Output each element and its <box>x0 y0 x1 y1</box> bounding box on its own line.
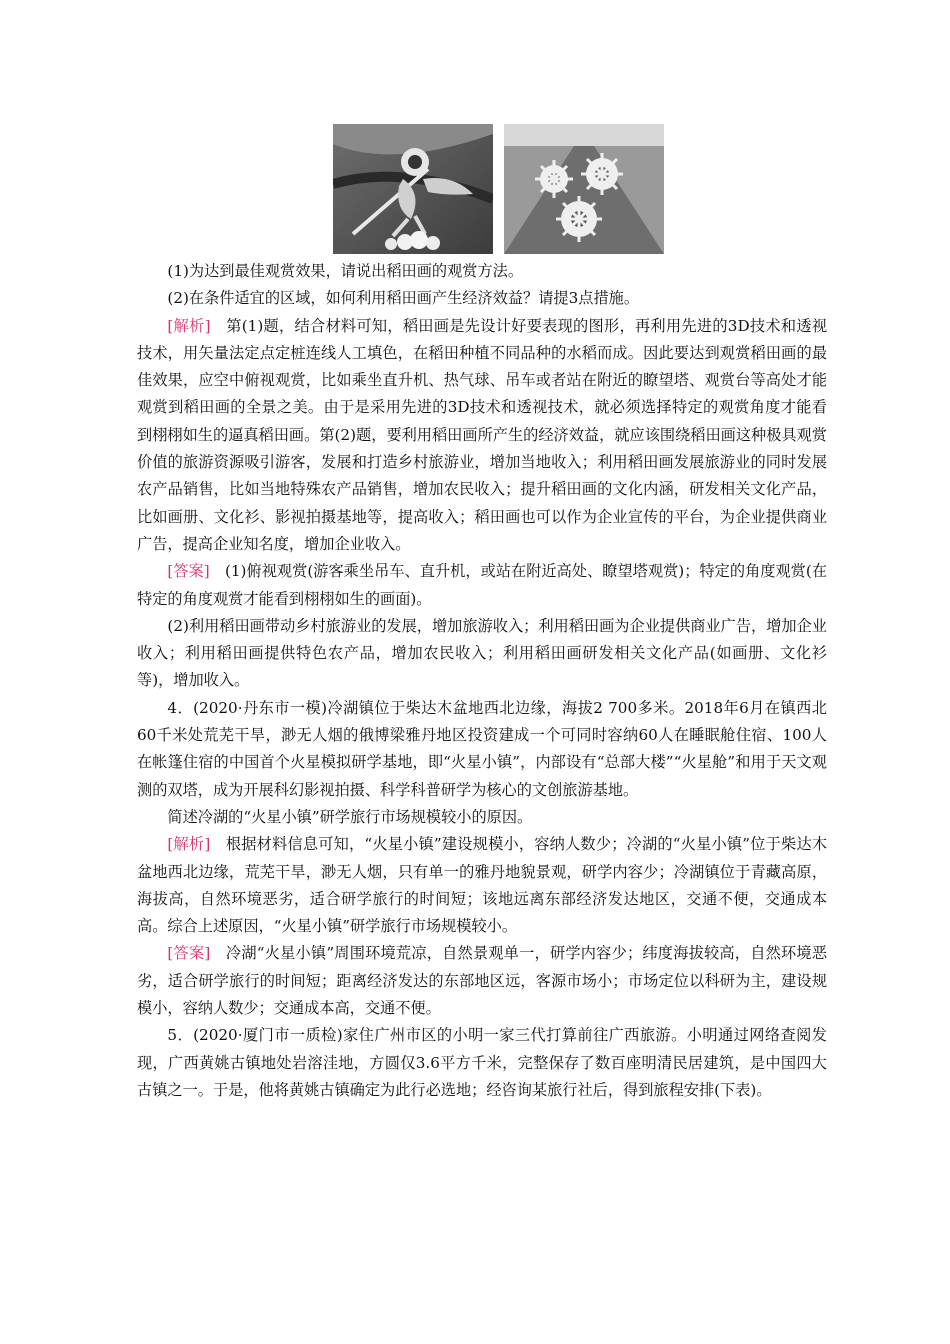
rice-paddy-art-photo-monkey-king <box>333 124 493 254</box>
q3-answer-1 <box>137 558 827 613</box>
q4-analysis-text: 根据材料信息可知，“火星小镇”建设规模小，容纳人数少；冷湖的“火星小镇”位于柴达木盆地西北边缘，荒芜干旱，渺无人烟，只有单一的雅丹地貌景观，研学内容少；冷湖镇位于青藏高原，海拔高，自然环境恶劣，适合研学旅行的时间短；该地远离东部经济发达地区，交通不便，交通成本高。综合上述原因，“火星小镇”研学旅行市场规模较小。 <box>137 835 828 936</box>
figure-group <box>333 124 663 254</box>
analysis-label: [ 解析 ] <box>167 317 210 335</box>
answer-label: [ 答案 ] <box>167 562 209 580</box>
q4-answer <box>137 940 827 1022</box>
question-part-1: (1)为达到最佳观赏效果，请说出稻田画的观赏方法。 <box>167 262 524 280</box>
q5-stem: 5．(2020·厦门市一质检)家住广州市区的小明一家三代打算前往广西旅游。小明通过网络查阅发现，广西黄姚古镇地处岩溶洼地，方圆仅3.6平方千米，完整保存了数百座明清民居建筑，是中国四大古镇之一。于是，他将黄姚古镇确定为此行必选地；经咨询某旅行社后，得到旅程安排(下表)。 <box>137 1026 827 1099</box>
q3-answer-2: (2)利用稻田画带动乡村旅游业的发展，增加旅游收入；利用稻田画为企业提供商业广告，增加企业收入；利用稻田画提供特色农产品，增加农民收入；利用稻田画研发相关文化产品(如画册、文化衫等)，增加收入。 <box>137 616 827 690</box>
q3-answer-1-text: (1)俯视观赏(游客乘坐吊车、直升机，或站在附近高处、瞭望塔观赏)；特定的角度观赏(在特定的角度观赏才能看到栩栩如生的画面)。 <box>137 562 828 608</box>
q4-stem: 4．(2020·丹东市一模)冷湖镇位于柴达木盆地西北边缘，海拔2 700多米。2018年6月在镇西北60千米处荒芜干旱，渺无人烟的俄博梁雅丹地区投资建成一个可同时容纳60人在睡眠舱住宿、100人在帐篷住宿的中国首个火星模拟研学基地，即“火星小镇”，内部设有“总部大楼”“火星舱”和用于天文观测的双塔，成为开展科幻影视拍摄、科学科普研学为核心的文创旅游基地。 <box>137 698 827 799</box>
q4-question: 简述冷湖的“火星小镇”研学旅行市场规模较小的原因。 <box>167 807 533 826</box>
page-text <box>137 258 827 1104</box>
q4-answer-text: 冷湖“火星小镇”周围环境荒凉，自然景观单一，研学内容少；纬度海拔较高，自然环境恶劣，适合研学旅行的时间短；距离经济发达的东部地区远，客源市场小；市场定位以科研为主，建设规模小，容纳人数少；交通成本高，交通不便。 <box>137 944 828 1018</box>
q3-analysis <box>137 313 827 559</box>
q3-analysis-text: 第(1)题，结合材料可知，稻田画是先设计好要表现的图形，再利用先进的3D技术和透视技术，用矢量法定点定桩连线人工填色，在稻田种植不同品种的水稻而成。因此要达到观赏稻田画的最佳效果，应空中俯视观赏，比如乘坐直升机、热气球、吊车或者站在附近的瞭望塔、观赏台等高处才能观赏到稻田画的全景之美。由于是采用先进的3D技术和透视技术，就必须选择特定的观赏角度才能看到栩栩如生的逼真稻田画。第(2)题，要利用稻田画所产生的经济效益，就应该围绕稻田画这种极具观赏价值的旅游资源吸引游客，发展和打造乡村旅游业，增加当地收入；利用稻田画发展旅游业的同时发展农产品销售，比如当地特殊农产品销售，增加农民收入；提升稻田画的文化内涵，研发相关文化产品，比如画册、文化衫、影视拍摄基地等，提高收入；稻田画也可以作为企业宣传的平台，为企业提供商业广告，提高企业知名度，增加企业收入。 <box>137 316 828 553</box>
answer-label: [ 答案 ] <box>167 944 210 962</box>
question-part-2: (2)在条件适宜的区域，如何利用稻田画产生经济效益？请提3点措施。 <box>167 289 640 308</box>
rice-paddy-art-photo-sunflowers <box>504 124 664 254</box>
q4-analysis <box>137 831 827 940</box>
analysis-label: [ 解析 ] <box>167 835 210 853</box>
